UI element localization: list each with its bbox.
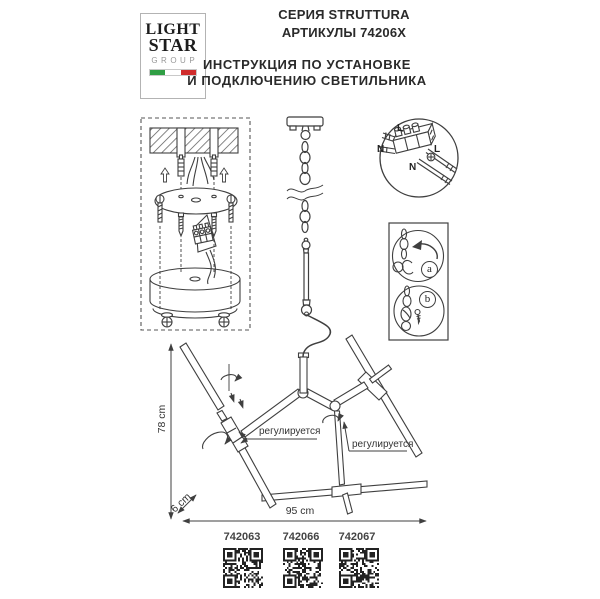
lamp-structure-diagram [180, 312, 427, 514]
label-line-in: L [397, 123, 404, 134]
wiring-detail-diagram [379, 119, 458, 197]
label-line-out: L [434, 144, 441, 155]
article-code-2: 742066 [282, 531, 320, 543]
depth-dimension: 6 cm [168, 490, 194, 516]
adjustable-label-1: регулируется [259, 426, 321, 437]
logo-star: STAR [148, 35, 198, 55]
canopy-icon [150, 268, 240, 318]
instruction-line-1: ИНСТРУКЦИЯ ПО УСТАНОВКЕ [202, 57, 412, 72]
detail-b-icon [401, 286, 421, 331]
suspension-rod-icon [302, 238, 312, 315]
series-line: СЕРИЯ STRUTTURA [278, 7, 410, 22]
qr-code-1 [223, 548, 263, 588]
chain-assembly-diagram [287, 117, 323, 315]
chain-detail-panel [389, 223, 448, 340]
qr-code-2 [283, 548, 323, 588]
logo-light: LIGHT [145, 21, 201, 38]
logo-group: GROUP [151, 56, 199, 65]
instruction-line-2: И ПОДКЛЮЧЕНИЮ СВЕТИЛЬНИКА [187, 73, 427, 88]
qr-code-3 [339, 548, 379, 588]
ceiling-mount-diagram [141, 118, 250, 330]
cap-screw-icon [162, 313, 230, 327]
adjustable-label-2: регулируется [352, 439, 414, 450]
detail-a-label: a [421, 261, 438, 278]
label-neutral-out: N [409, 162, 417, 173]
height-dimension: 78 cm [156, 404, 168, 434]
article-code-3: 742067 [338, 531, 376, 543]
articles-line: АРТИКУЛЫ 74206X [281, 25, 407, 40]
detail-b-label: b [419, 291, 436, 308]
width-dimension: 95 cm [285, 505, 315, 517]
article-code-1: 742063 [223, 531, 261, 543]
label-neutral-in: N [377, 144, 385, 155]
